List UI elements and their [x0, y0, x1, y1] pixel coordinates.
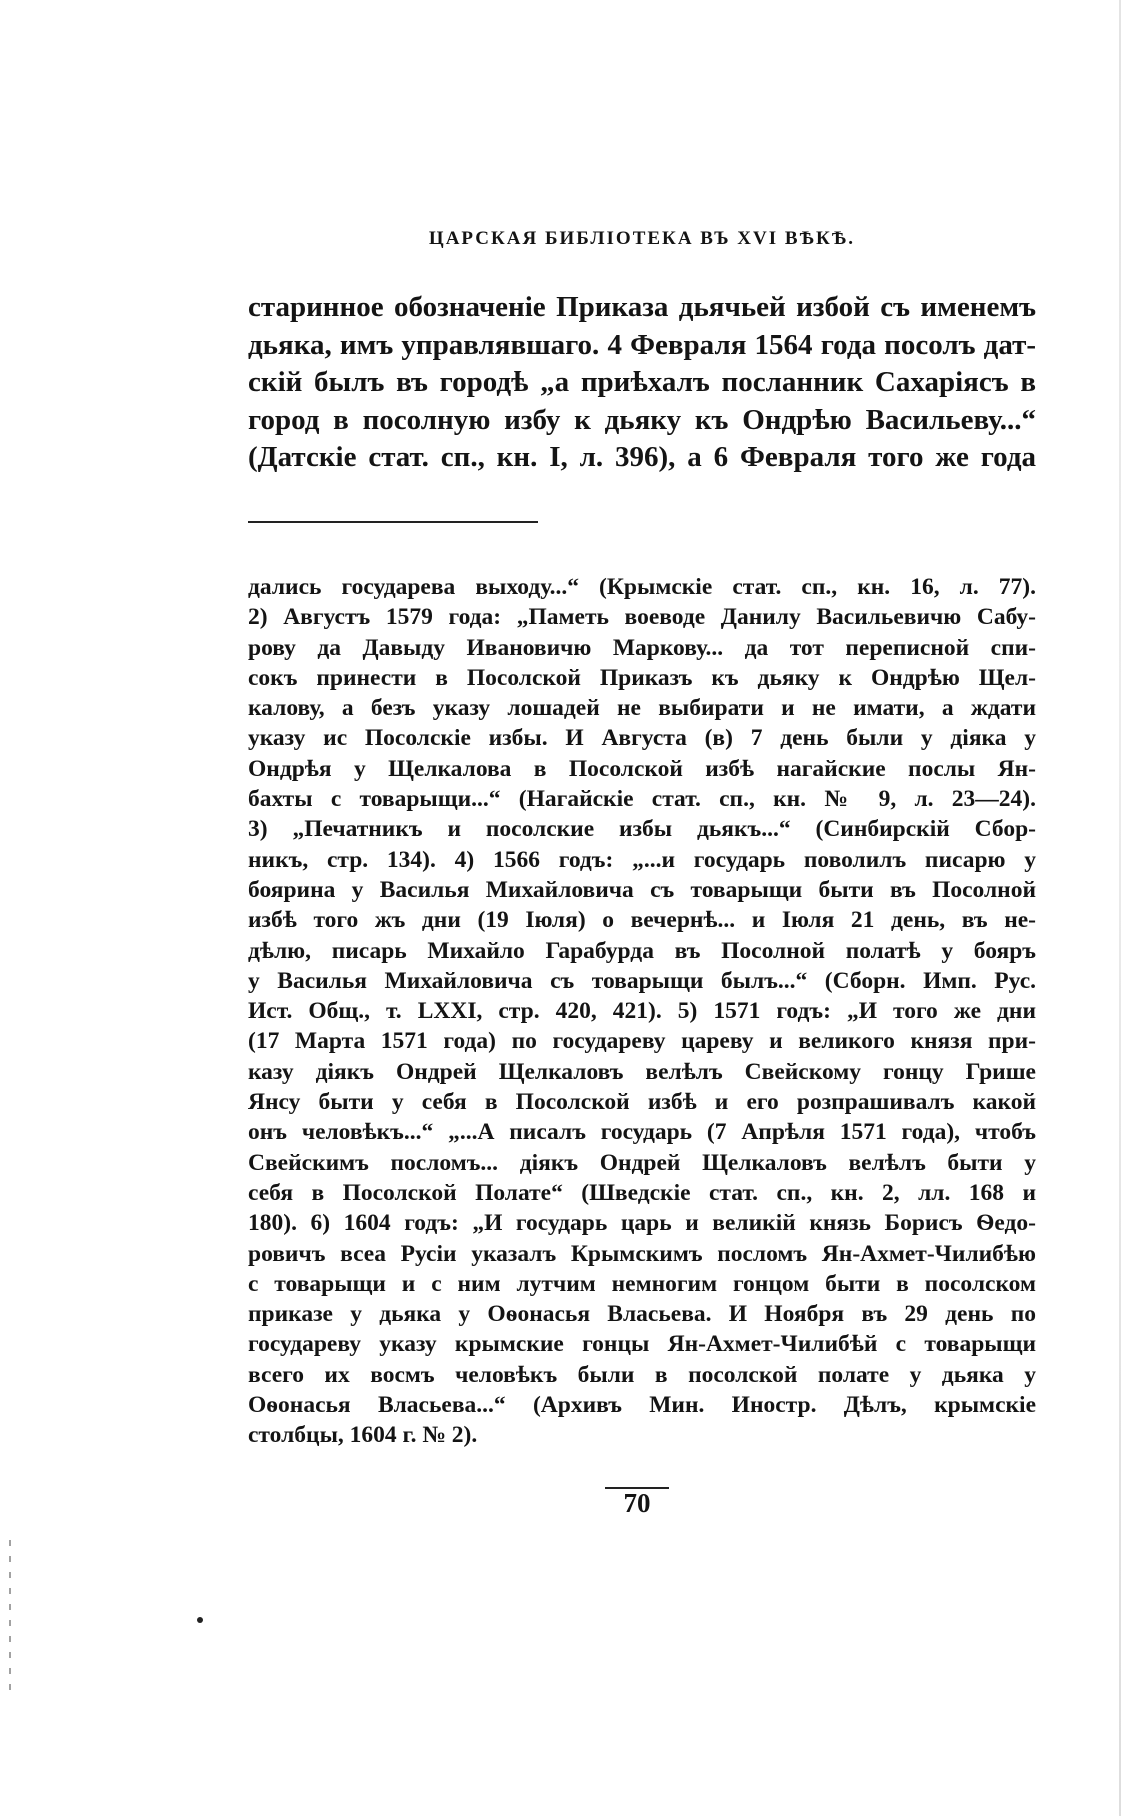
footnote-line: приказе у дьяка у Оѳонасья Власьева. И Ноября въ 29 день по: [248, 1301, 1036, 1328]
footnote-line: 2) Августъ 1579 года: „Паметь воеводе Данилу Васильевичю Сабу-: [248, 604, 1036, 631]
main-text-line: старинное обозначеніе Приказа дьячьей избой съ именемъ: [248, 291, 1036, 323]
footnote-line: казу діякъ Ондрей Щелкаловъ велѣлъ Свейскому гонцу Гришe: [248, 1058, 1036, 1085]
footnote-line: 180). 6) 1604 годъ: „И государь царь и великій князь Борисъ Ѳедо-: [248, 1210, 1036, 1237]
scan-speck: [197, 1617, 203, 1623]
main-text-line: дьяка, имъ управлявшаго. 4 Февраля 1564 года посолъ дат-: [248, 328, 1036, 361]
footnote-line: избѣ того жъ дни (19 Іюля) о вечернѣ... и Іюля 21 день, въ не-: [248, 907, 1036, 934]
main-text: [248, 289, 1036, 477]
footnote-line: Свейскимъ посломъ... діякъ Ондрей Щелкаловъ велѣлъ быти у: [248, 1149, 1036, 1176]
footnote-line: бахты с товарыщи...“ (Нагайскіе стат. сп., кн. № 9, л. 23—24).: [248, 786, 1036, 813]
footnote-line: Янсу быти у себя в Посолской избѣ и его розпрашивалъ какой: [248, 1089, 1036, 1116]
footnote-line: (17 Марта 1571 года) по государеву цареву и великого князя при-: [248, 1028, 1036, 1055]
footnote-line: у Василья Михайловича съ товарыщи былъ...“ (Сборн. Имп. Рус.: [248, 967, 1036, 994]
footnote-line: указу ис Посолскіе избы. И Августа (в) 7 день были у діяка у: [248, 725, 1036, 752]
footnote-line: Ондрѣя у Щелкалова в Посолской избѣ нагайские послы Ян-: [248, 755, 1036, 782]
footnote-separator: [248, 521, 538, 523]
footnote-line: Ист. Общ., т. LXXI, стр. 420, 421). 5) 1571 годъ: „И того же дни: [248, 998, 1036, 1025]
main-text-line: город в посолную избу к дьяку къ Ондрѣю Васильеву...“: [248, 403, 1036, 436]
footnote-line: Оѳонасья Власьева...“ (Архивъ Мин. Иностр. Дѣлъ, крымскіе: [248, 1392, 1036, 1419]
footnote-line: дались государева выходу...“ (Крымскіе стат. сп., кн. 16, л. 77).: [248, 574, 1036, 600]
footnote-line: калову, а безъ указу лошадей не выбирати и не имати, а ждати: [248, 695, 1036, 722]
running-head: ЦАРСКАЯ БИБЛІОТЕКА ВЪ XVI ВѢКѢ.: [428, 228, 856, 249]
scan-edge-right: [1119, 0, 1121, 1816]
footnote-line: столбцы, 1604 г. № 2).: [248, 1422, 478, 1449]
footnote-line: дѣлю, писарь Михайло Гарабурда въ Посолной полатѣ у бояръ: [248, 937, 1036, 964]
footnote-line: боярина у Василья Михайловича съ товарыщи быти въ Посолной: [248, 876, 1036, 903]
scan-edge-left: [9, 1540, 11, 1690]
main-text-line: скій былъ въ городѣ „а приѣхалъ посланник Сахаріясъ в: [248, 366, 1036, 398]
main-text-line: (Датскіе стат. сп., кн. I, л. 396), а 6 Февраля того же года: [248, 441, 1036, 473]
footnotes: [248, 572, 1036, 1451]
footnote-line: себя в Посолской Полате“ (Шведскіе стат. сп., кн. 2, лл. 168 и: [248, 1179, 1036, 1206]
footnote-line: сокъ принести в Посолской Приказъ къ дьяку к Ондрѣю Щел-: [248, 664, 1036, 691]
page-number: 70: [623, 1488, 651, 1518]
footnote-line: всего их восмъ человѣкъ были в посолской полате у дьяка у: [248, 1361, 1036, 1388]
footnote-line: рову да Давыду Ивановичю Маркову... да тот переписной спи-: [248, 634, 1036, 661]
footnote-line: государеву указу крымские гонцы Ян-Ахмет-Чилибѣй с товарыщи: [248, 1331, 1036, 1358]
footnote-line: онъ человѣкъ...“ „...А писалъ государь (7 Апрѣля 1571 года), чтобъ: [248, 1119, 1036, 1146]
footnote-line: 3) „Печатникъ и посолские избы дьякъ...“ (Синбирскій Сбор-: [248, 816, 1036, 843]
footnote-line: с товарыщи и с ним лутчим немногим гонцом быти в посолском: [248, 1270, 1036, 1297]
footnote-line: ровичъ всеа Русіи указалъ Крымскимъ посломъ Ян-Ахмет-Чилибѣю: [248, 1240, 1036, 1267]
footnote-line: никъ, стр. 134). 4) 1566 годъ: „...и государь поволилъ писарю у: [248, 846, 1036, 873]
